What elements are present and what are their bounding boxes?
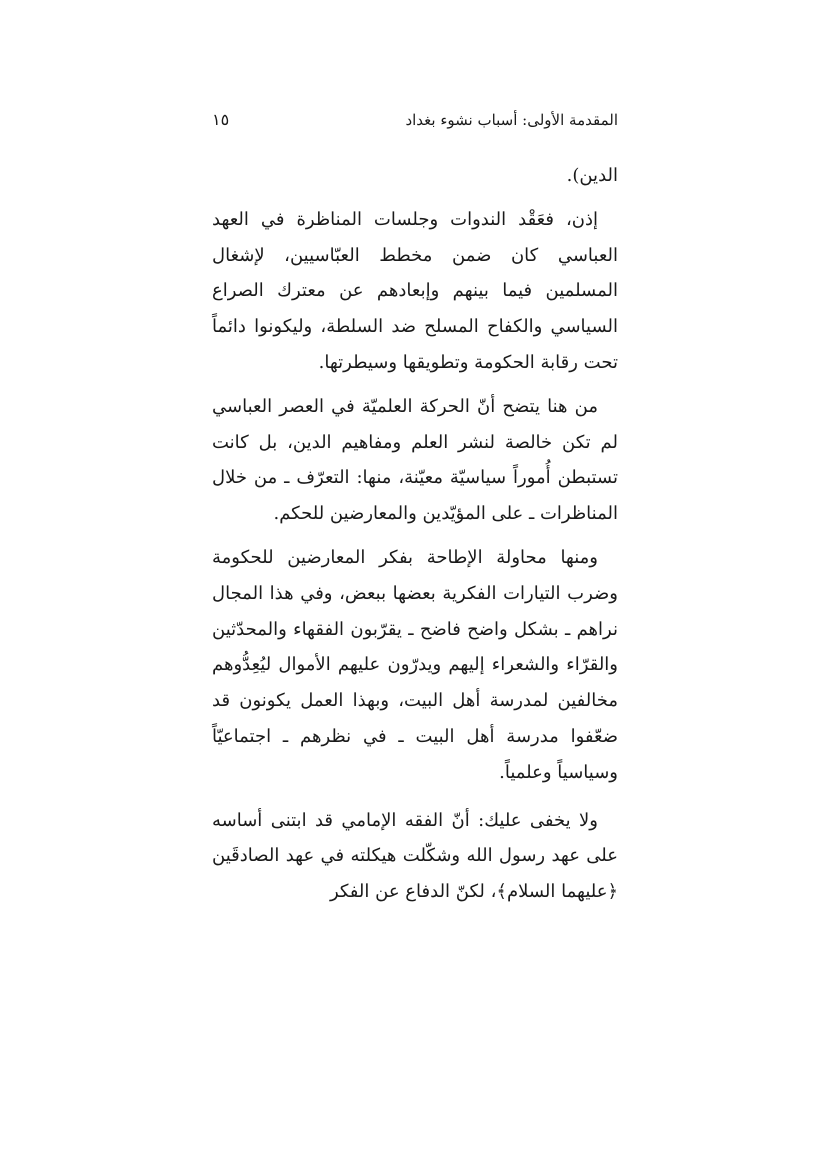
running-header-title: المقدمة الأولى: أسباب نشوء بغداد bbox=[405, 111, 618, 129]
paragraph-2: إذن، فعَقْد الندوات وجلسات المناظرة في العهد العباسي كان ضمن مخطط العبّاسيين، لإشغال المسلمين فيما بينهم وإبعادهم عن معترك الصراع السياسي والكفاح المسلح ضد السلطة، وليكونوا دائماً تحت رقابة الحكومة وتطويقها وسيطرتها. bbox=[212, 208, 618, 373]
page-number: ١٥ bbox=[212, 110, 230, 129]
paragraph-3: من هنا يتضح أنّ الحركة العلميّة في العصر العباسي لم تكن خالصة لنشر العلم ومفاهيم الدين، بل كانت تستبطن أُموراً سياسيّة معيّنة، منها: التعرّف ـ من خلال المناظرات ـ على المؤيّدين والمعارضين للحكم. bbox=[212, 395, 618, 525]
paragraph-5: ولا يخفى عليك: أنّ الفقه الإمامي قد ابتنى أساسه على عهد رسول الله وشكّلت هيكلته في عهد الصادقَين ﴿عليهما السلام﴾، لكنّ الدفاع عن الفكر bbox=[212, 809, 618, 903]
body-text bbox=[212, 158, 618, 910]
paragraph-4: ومنها محاولة الإطاحة بفكر المعارضين للحكومة وضرب التيارات الفكرية بعضها ببعض، وفي هذا المجال نراهم ـ بشكل واضح فاضح ـ يقرّبون الفقهاء والمحدّثين والقرّاء والشعراء إليهم ويدرّون عليهم الأموال ليُعِدُّوهم مخالفين لمدرسة أهل البيت، وبهذا العمل يكونون قد ضعّفوا مدرسة أهل البيت ـ في نظرهم ـ اجتماعيّاً وسياسياً وعلمياً. bbox=[212, 546, 618, 783]
paragraph-1: الدين). bbox=[566, 165, 618, 186]
running-header bbox=[212, 108, 618, 132]
